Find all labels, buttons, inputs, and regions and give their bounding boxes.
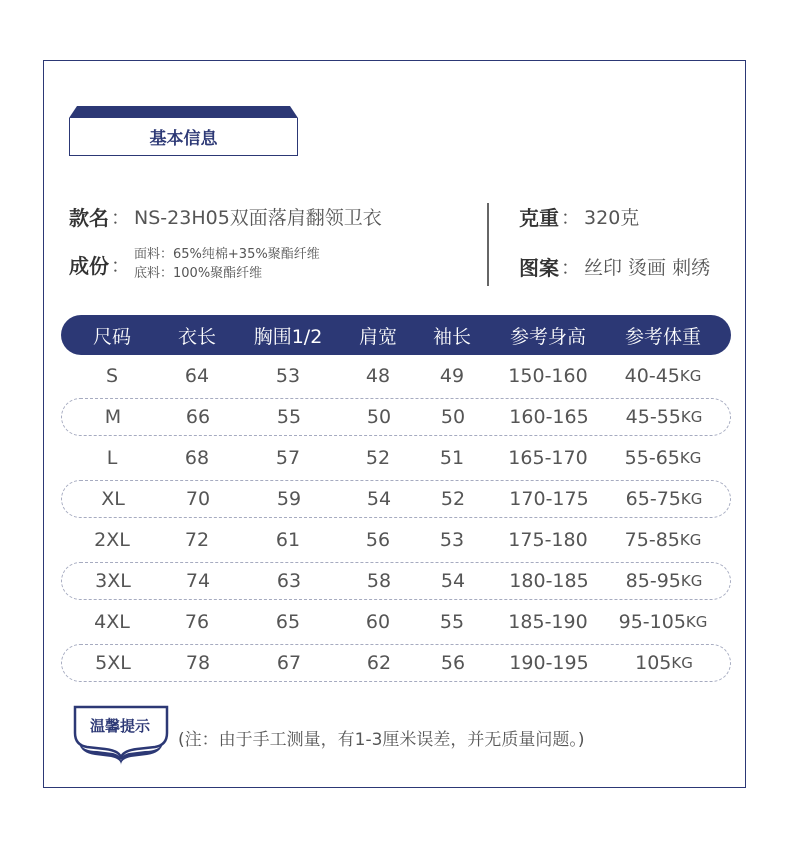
cell-ref-weight: 40-45 KG: [624, 365, 702, 387]
cell-size: 2XL: [94, 529, 130, 551]
table-row: [61, 357, 731, 395]
cell-chest: 63: [276, 570, 302, 592]
composition-row: [69, 245, 320, 283]
fabric-line: 面料：65%纯棉+35%聚酯纤维: [134, 247, 320, 262]
cell-sleeve: 56: [440, 652, 466, 674]
cell-ref-weight: 45-55 KG: [625, 406, 703, 428]
tip-badge: [71, 703, 173, 767]
cell-chest: 57: [275, 447, 301, 469]
weight-label: 克重: [519, 206, 559, 230]
cell-chest: 55: [276, 406, 302, 428]
cell-shoulder: 52: [365, 447, 391, 469]
cell-ref-height: 180-185: [509, 570, 589, 592]
cell-shoulder: 54: [366, 488, 392, 510]
section-header: [69, 106, 298, 156]
cell-length: 74: [185, 570, 211, 592]
cell-ref-height: 150-160: [508, 365, 588, 387]
table-row: [61, 562, 731, 600]
header-length: 衣长: [177, 325, 217, 348]
cell-size: 3XL: [95, 570, 131, 592]
cell-shoulder: 50: [366, 406, 392, 428]
cell-ref-weight: 95-105 KG: [618, 611, 708, 633]
cell-length: 72: [184, 529, 210, 551]
weight-colon: ：: [561, 207, 581, 229]
style-name-row: [69, 202, 382, 231]
composition-colon: ：: [111, 254, 131, 277]
cell-chest: 65: [275, 611, 301, 633]
cell-size: L: [106, 447, 118, 469]
cell-length: 64: [184, 365, 210, 387]
style-label: 款名: [69, 206, 109, 230]
header-size: 尺码: [92, 325, 132, 348]
pattern-colon: ：: [561, 257, 581, 279]
composition-label: 成份: [69, 253, 109, 278]
weight-value: 320克: [584, 207, 640, 229]
pattern-label: 图案: [519, 256, 559, 280]
cell-sleeve: 52: [440, 488, 466, 510]
table-row: [61, 439, 731, 477]
cell-ref-weight: 85-95 KG: [625, 570, 703, 592]
cell-chest: 59: [276, 488, 302, 510]
cell-length: 78: [185, 652, 211, 674]
cell-chest: 53: [275, 365, 301, 387]
cell-ref-height: 175-180: [508, 529, 588, 551]
cell-ref-weight: 105 KG: [635, 652, 693, 674]
cell-ref-height: 190-195: [509, 652, 589, 674]
cell-size: 4XL: [94, 611, 130, 633]
cell-sleeve: 55: [439, 611, 465, 633]
cell-ref-height: 185-190: [508, 611, 588, 633]
header-chest: 胸围1/2: [253, 325, 323, 348]
cell-size: XL: [101, 488, 125, 510]
table-row: [61, 644, 731, 682]
cell-shoulder: 58: [366, 570, 392, 592]
composition-values: [134, 245, 320, 283]
cell-size: M: [104, 406, 122, 428]
tip-badge-label: 温馨提示: [89, 716, 150, 735]
table-row: [61, 521, 731, 559]
cell-ref-height: 170-175: [509, 488, 589, 510]
cell-ref-weight: 75-85 KG: [624, 529, 702, 551]
style-value: NS-23H05双面落肩翻领卫衣: [134, 207, 382, 229]
section-title: 基本信息: [69, 118, 298, 156]
header-shoulder: 肩宽: [358, 325, 398, 348]
cell-sleeve: 53: [439, 529, 465, 551]
cell-shoulder: 48: [365, 365, 391, 387]
pattern-value: 丝印 烫画 刺绣: [584, 257, 711, 279]
header-sleeve: 袖长: [432, 325, 472, 348]
cell-ref-weight: 65-75 KG: [625, 488, 703, 510]
cell-length: 68: [184, 447, 210, 469]
cell-sleeve: 54: [440, 570, 466, 592]
table-row: [61, 603, 731, 641]
weight-row: [519, 202, 639, 231]
cell-ref-height: 160-165: [509, 406, 589, 428]
table-row: [61, 480, 731, 518]
measurement-note: (注：由于手工测量，有1-3厘米误差，并无质量问题。): [178, 730, 585, 750]
style-colon: ：: [111, 207, 131, 229]
table-row: [61, 398, 731, 436]
size-table-header: [61, 315, 731, 355]
cell-ref-height: 165-170: [508, 447, 588, 469]
cell-shoulder: 62: [366, 652, 392, 674]
cell-chest: 61: [275, 529, 301, 551]
cell-shoulder: 56: [365, 529, 391, 551]
lining-line: 底料：100%聚酯纤维: [134, 266, 263, 281]
cell-length: 66: [185, 406, 211, 428]
cell-shoulder: 60: [365, 611, 391, 633]
pattern-row: [519, 252, 710, 281]
header-ref-weight: 参考体重: [624, 325, 702, 348]
cell-size: 5XL: [95, 652, 131, 674]
cell-chest: 67: [276, 652, 302, 674]
cell-length: 76: [184, 611, 210, 633]
section-header-cap: [69, 106, 298, 118]
cell-sleeve: 50: [440, 406, 466, 428]
cell-length: 70: [185, 488, 211, 510]
cell-sleeve: 49: [439, 365, 465, 387]
cell-sleeve: 51: [439, 447, 465, 469]
cell-size: S: [105, 365, 119, 387]
header-ref-height: 参考身高: [509, 325, 587, 348]
cell-ref-weight: 55-65 KG: [624, 447, 702, 469]
info-divider: [487, 203, 489, 286]
